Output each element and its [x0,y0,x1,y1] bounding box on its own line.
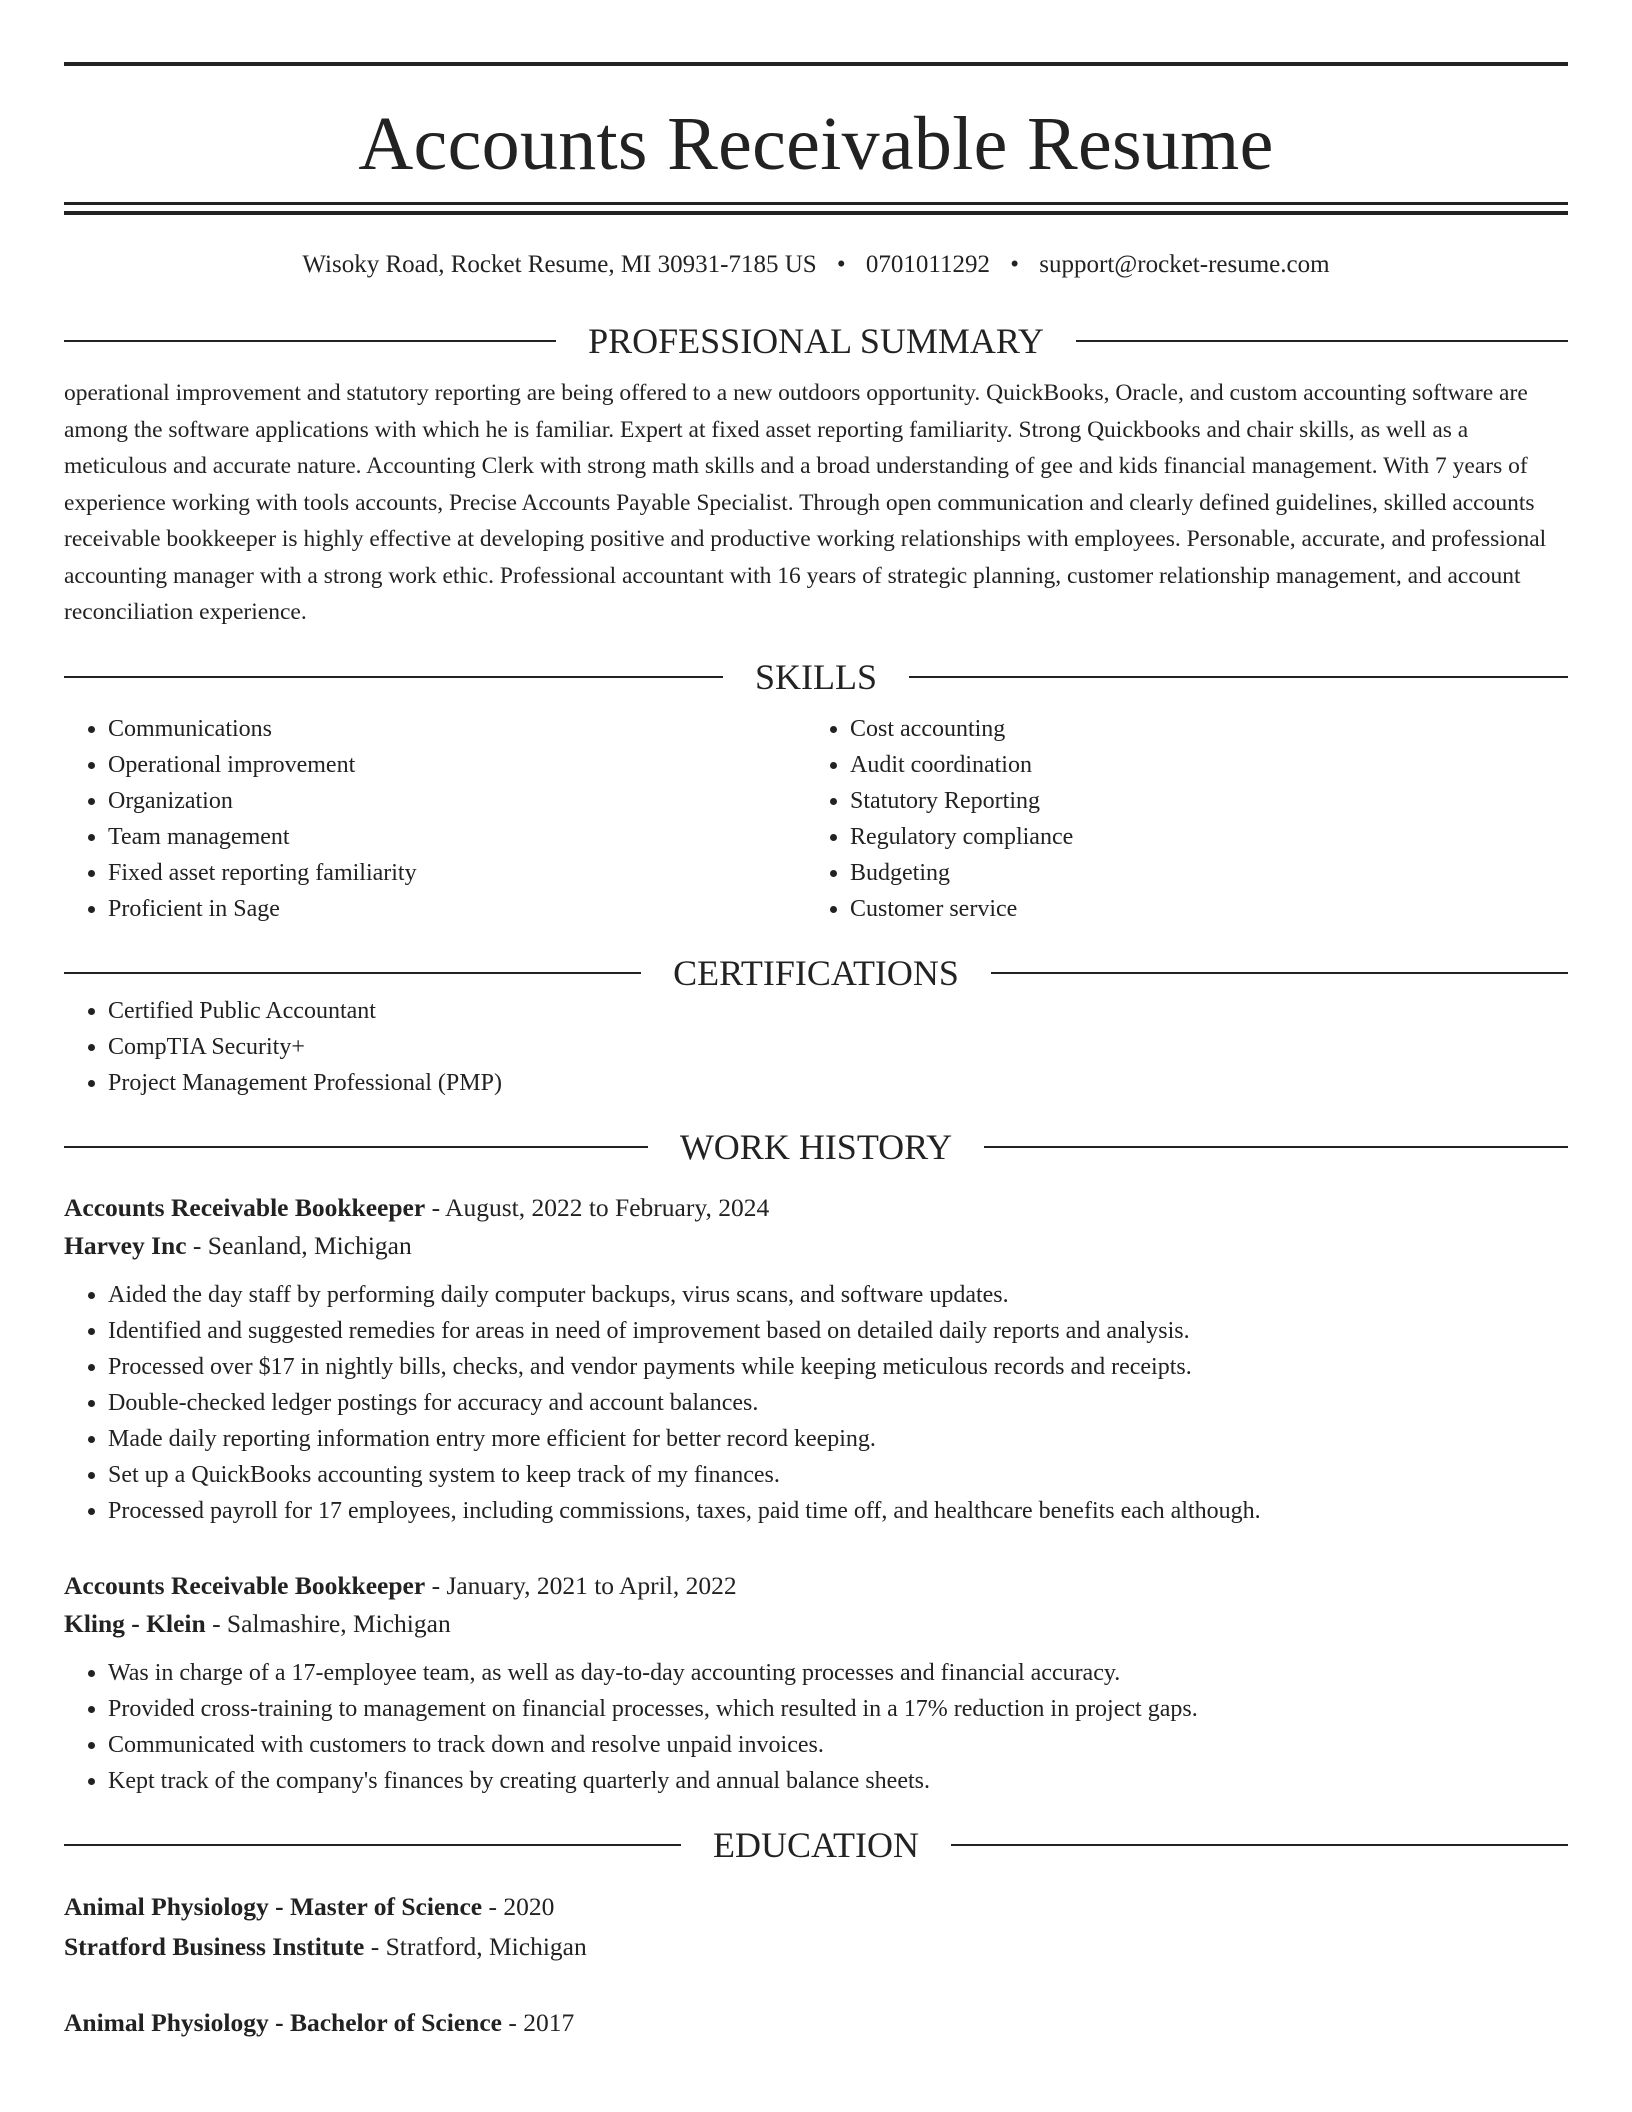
job-bullets [64,1655,1568,1799]
contact-phone: 0701011292 [865,251,990,278]
job-bullet: • Identified and suggested remedies for areas in need of improvement based on detailed daily reports and analysis. [108,1313,1568,1349]
job-title: Accounts Receivable Bookkeeper [64,1570,426,1600]
education-location: - Stratford, Michigan [364,1931,587,1961]
job-company: Harvey Inc [64,1230,187,1260]
contact-separator: • [1010,251,1020,278]
education-entry [64,2003,1568,2043]
education-entry [64,1887,1568,1967]
section-title: CERTIFICATIONS [673,952,959,993]
education-degree-line [64,2003,1568,2043]
section-title: PROFESSIONAL SUMMARY [588,321,1044,361]
job-bullet: • Double-checked ledger postings for accuracy and account balances. [108,1385,1568,1421]
job-bullet: • Communicated with customers to track down and resolve unpaid invoices. [108,1727,1568,1763]
certification-item: • Project Management Professional (PMP) [108,1065,1568,1101]
skill-item: • Team management [108,819,806,855]
education-school-line [64,1927,1568,1967]
skill-item: • Customer service [850,891,1548,927]
skill-item: • Fixed asset reporting familiarity [108,855,806,891]
job-title-line [64,1189,1568,1227]
skill-item: • Organization [108,783,806,819]
skill-item: • Cost accounting [850,711,1548,747]
skill-item: • Communications [108,711,806,747]
job-title: Accounts Receivable Bookkeeper [64,1192,426,1222]
section-header-certifications [64,953,1568,993]
job-company: Kling - Klein [64,1608,206,1638]
job-dates: - January, 2021 to April, 2022 [425,1570,737,1600]
job-company-line [64,1227,1568,1265]
section-title: WORK HISTORY [679,1126,953,1167]
section-title: EDUCATION [713,1824,919,1865]
education-year: - 2017 [501,2007,575,2037]
job-company-line [64,1605,1568,1643]
skill-item: • Statutory Reporting [850,783,1548,819]
resume-page [64,0,1568,2043]
skill-item: • Proficient in Sage [108,891,806,927]
job-title-line [64,1567,1568,1605]
education-degree-line [64,1887,1568,1927]
job-bullet: • Provided cross-training to management on financial processes, which resulted in a 17% reduction in project gaps. [108,1691,1568,1727]
skill-item: • Audit coordination [850,747,1548,783]
education-degree: Animal Physiology - Master of Science [64,1891,483,1921]
job-location: - Seanland, Michigan [186,1230,412,1260]
job-bullet: • Kept track of the company's finances by creating quarterly and annual balance sheets. [108,1763,1568,1799]
contact-email: support@rocket-resume.com [1039,251,1330,278]
certifications-list [64,993,1568,1101]
resume-title: Accounts Receivable Resume [358,102,1274,186]
skill-item: • Regulatory compliance [850,819,1548,855]
certification-item: • Certified Public Accountant [108,993,1568,1029]
job-entry [64,1567,1568,1799]
skill-item: • Operational improvement [108,747,806,783]
education-year: - 2020 [482,1891,555,1921]
section-header-work-history [64,1127,1568,1167]
job-bullet: • Made daily reporting information entry more efficient for better record keeping. [108,1421,1568,1457]
contact-address: Wisoky Road, Rocket Resume, MI 30931-7185 US [302,251,817,278]
education-degree: Animal Physiology - Bachelor of Science [64,2007,502,2037]
section-header-education [64,1825,1568,1865]
job-bullets [64,1277,1568,1529]
contact-line [64,249,1568,281]
top-rule [64,62,1568,66]
certification-item: • CompTIA Security+ [108,1029,1568,1065]
section-header-summary [64,321,1568,361]
section-title: SKILLS [755,656,878,697]
job-bullet: • Was in charge of a 17-employee team, as well as day-to-day accounting processes and financial accuracy. [108,1655,1568,1691]
job-dates: - August, 2022 to February, 2024 [425,1192,770,1222]
skills-list [64,711,1568,927]
skill-item: • Budgeting [850,855,1548,891]
job-bullet: • Processed payroll for 17 employees, including commissions, taxes, paid time off, and healthcare benefits each although. [108,1493,1568,1529]
education-school: Stratford Business Institute [64,1931,365,1961]
title-double-rule [64,202,1568,215]
summary-paragraph: operational improvement and statutory reporting are being offered to a new outdoors opportunity. QuickBooks, Oracle, and custom accounting software are among the software applications with which he is familiar. Expert at fixed asset reporting familiarity. Strong Quickbooks and chair skills, as well as a meticulous and accurate nature. Accounting Clerk with strong math skills and a broad understanding of gee and kids financial management. With 7 years of experience working with tools accounts, Precise Accounts Payable Specialist. Through open communication and clearly defined guidelines, skilled accounts receivable bookkeeper is highly effective at developing positive and productive working relationships with employees. Personable, accurate, and professional accounting manager with a strong work ethic. Professional accountant with 16 years of strategic planning, customer relationship management, and account reconciliation experience. [64,380,1547,625]
job-location: - Salmashire, Michigan [205,1608,451,1638]
job-bullet: • Set up a QuickBooks accounting system to keep track of my finances. [108,1457,1568,1493]
section-header-skills [64,657,1568,697]
job-bullet: • Processed over $17 in nightly bills, checks, and vendor payments while keeping meticulous records and receipts. [108,1349,1568,1385]
contact-separator: • [836,251,846,278]
job-entry [64,1189,1568,1529]
job-bullet: • Aided the day staff by performing daily computer backups, virus scans, and software updates. [108,1277,1568,1313]
